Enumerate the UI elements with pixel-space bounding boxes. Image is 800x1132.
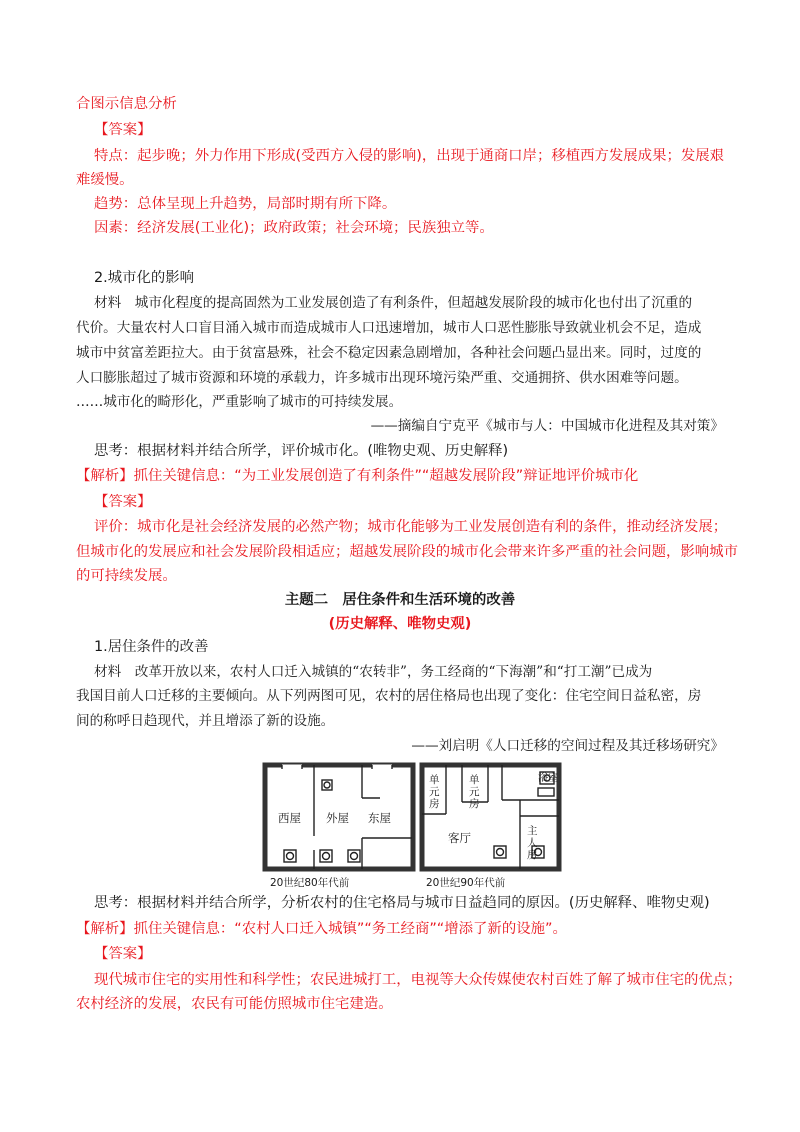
- answer-line: 但城市化的发展应和社会发展阶段相适应；超越发展阶段的城市化会带来许多严重的社会问题，影响城市: [76, 544, 738, 560]
- room-label-outer: 外屋: [326, 811, 349, 825]
- svg-text:房: 房: [527, 849, 538, 861]
- answer-tag: 【答案】: [94, 494, 152, 510]
- room-label-bathroom: [538, 772, 558, 784]
- room-label-west: 西屋: [278, 811, 301, 825]
- section-title-urbanization-impact: 2.城市化的影响: [94, 270, 195, 286]
- analysis: 【解析】抓住关键信息：“为工业发展创造了有利条件”“超越发展阶段”辩证地评价城市化: [76, 468, 639, 484]
- section-title-housing: 1.居住条件的改善: [94, 639, 209, 655]
- svg-text:房: 房: [469, 798, 480, 810]
- floor-plan-figure: [262, 762, 562, 890]
- answer-factors: 因素：经济发展(工业化)；政府政策；社会环境；民族独立等。: [94, 220, 494, 236]
- material-line: 间的称呼日趋现代，并且增添了新的设施。: [76, 713, 335, 729]
- question: 思考：根据材料并结合所学，评价城市化。(唯物史观、历史解释): [94, 443, 509, 459]
- caption-1990s: 20世纪90年代前: [426, 877, 506, 889]
- material-line: 人口膨胀超过了城市资源和环境的承载力，许多城市出现环境污染严重、交通拥挤、供水困难等问题。: [76, 370, 688, 386]
- svg-text:人: 人: [527, 837, 538, 849]
- svg-text:单: 单: [469, 774, 480, 786]
- section-heading-tail: 合图示信息分析: [76, 96, 177, 112]
- svg-text:房: 房: [429, 798, 440, 810]
- question: 思考：根据材料并结合所学，分析农村的住宅格局与城市日益趋同的原因。(历史解释、唯物史观): [94, 895, 710, 911]
- material-line: 材料 城市化程度的提高固然为工业发展创造了有利条件，但超越发展阶段的城市化也付出了沉重的: [94, 295, 693, 311]
- material-line: ……城市化的畸形化，严重影响了城市的可持续发展。: [76, 394, 403, 410]
- topic-subtitle: (历史解释、唯物史观): [328, 616, 472, 632]
- topic-title: 主题二 居住条件和生活环境的改善: [284, 592, 516, 608]
- caption-1980s: 20世纪80年代前: [270, 877, 350, 889]
- answer-line: 的可持续发展。: [76, 568, 177, 584]
- answer-tag: 【答案】: [94, 946, 152, 962]
- material-source: ——摘编自宁克平《城市与人：中国城市化进程及其对策》: [370, 418, 724, 434]
- svg-text:元: 元: [469, 786, 480, 798]
- svg-text:单: 单: [429, 774, 440, 786]
- svg-text:浴室: 浴室: [538, 773, 558, 784]
- svg-text:元: 元: [429, 786, 440, 798]
- room-label-east: 东屋: [368, 811, 391, 825]
- material-line: 我国目前人口迁移的主要倾向。从下列两图可见，农村的居住格局也出现了变化：住宅空间日益私密，房: [76, 688, 702, 704]
- answer-features-cont: 难缓慢。: [76, 172, 134, 188]
- answer-line: 现代城市住宅的实用性和科学性；农民进城打工，电视等大众传媒使农村百姓了解了城市住宅的优点；: [94, 972, 742, 988]
- answer-trend: 趋势：总体呈现上升趋势，局部时期有所下降。: [94, 196, 397, 212]
- answer-line: 农村经济的发展，农民有可能仿照城市住宅建造。: [76, 996, 393, 1012]
- answer-line: 评价：城市化是社会经济发展的必然产物；城市化能够为工业发展创造有利的条件，推动经济发展；: [94, 519, 728, 535]
- material-line: 城市中贫富差距拉大。由于贫富悬殊，社会不稳定因素急剧增加，各种社会问题凸显出来。同时，过度的: [76, 345, 702, 361]
- room-label-living: 客厅: [448, 831, 471, 845]
- material-source: ——刘启明《人口迁移的空间过程及其迁移场研究》: [411, 738, 724, 754]
- answer-features: 特点：起步晚；外力作用下形成(受西方入侵的影响)，出现于通商口岸；移植西方发展成果；发展艰: [94, 148, 725, 164]
- room-label-unit-a: [429, 773, 440, 810]
- svg-text:主: 主: [527, 825, 538, 837]
- material-line: 材料 改革开放以来，农村人口迁入城镇的“农转非”，务工经商的“下海潮”和“打工潮”已成为: [94, 664, 653, 680]
- room-label-unit-b: [469, 773, 480, 810]
- answer-tag: 【答案】: [94, 122, 152, 138]
- analysis: 【解析】抓住关键信息：“农村人口迁入城镇”“务工经商”“增添了新的设施”。: [76, 921, 567, 937]
- material-line: 代价。大量农村人口盲目涌入城市而造成城市人口迅速增加，城市人口恶性膨胀导致就业机会不足，造成: [76, 320, 702, 336]
- room-label-master: [527, 825, 538, 861]
